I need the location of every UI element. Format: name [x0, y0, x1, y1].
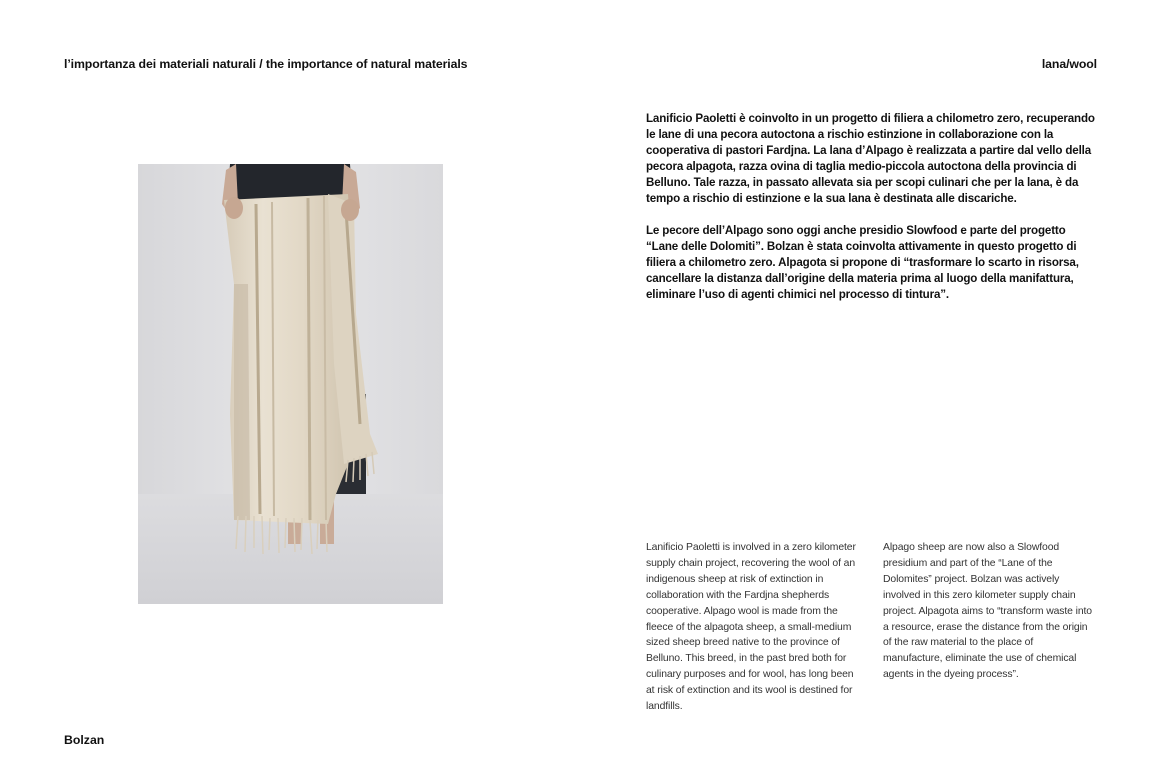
italian-text-block: [646, 111, 1096, 320]
footer-brand: Bolzan: [64, 733, 105, 747]
page-title: l’importanza dei materiali naturali / the importance of natural materials: [64, 57, 468, 71]
italian-paragraph-2: Le pecore dell’Alpago sono oggi anche presidio Slowfood e parte del progetto “Lane delle Dolomiti”. Bolzan è stata coinvolta attivamente in questo progetto di filiera a chilometro zero. Alpagota si propone di “trasformare lo scarto in risorsa, cancellare la distanza dall’origine della materia prima al luogo della manifattura, eliminare l’uso di agenti chimici nel processo di tintura”.: [646, 224, 1079, 302]
italian-paragraph-1: Lanificio Paoletti è coinvolto in un progetto di filiera a chilometro zero, recuperando le lane di una pecora autoctona a rischio estinzione in collaborazione con la cooperativa di pastori Fardjna. La lana d’Alpago è realizzata a partire dal vello della pecora alpagota, razza ovina di taglia medio-piccola autoctona della provincia di Belluno. Tale razza, in passato allevata sia per scopi culinari che per la lana, è da tempo a rischio di estinzione e la sua lana è destinata alle discariche.: [646, 112, 1095, 206]
english-paragraph-1: Lanificio Paoletti is involved in a zero kilometer supply chain project, recovering the wool of an indigenous sheep at risk of extinction in collaboration with the Fardjna shepherds cooperative. Alpago wool is made from the fleece of the alpagota sheep, a small-medium sized sheep breed native to the province of Belluno. This breed, in the past bred both for culinary purposes and for wool, has long been at risk of extinction and its wool is destined for landfills.: [646, 542, 856, 713]
english-column-1: [646, 540, 864, 715]
english-paragraph-2: Alpago sheep are now also a Slowfood presidium and part of the “Lane of the Dolomites” project. Bolzan was actively involved in this zero kilometer supply chain project. Alpagota aims to “transform waste into a resource, erase the distance from the origin of the raw material to the place of manufacture, eliminate the use of chemical agents in the dyeing process”.: [883, 542, 1092, 681]
section-label: lana/wool: [1041, 57, 1097, 71]
english-column-2: [883, 540, 1095, 683]
woman-holding-wool-blanket-photo: [138, 164, 443, 604]
